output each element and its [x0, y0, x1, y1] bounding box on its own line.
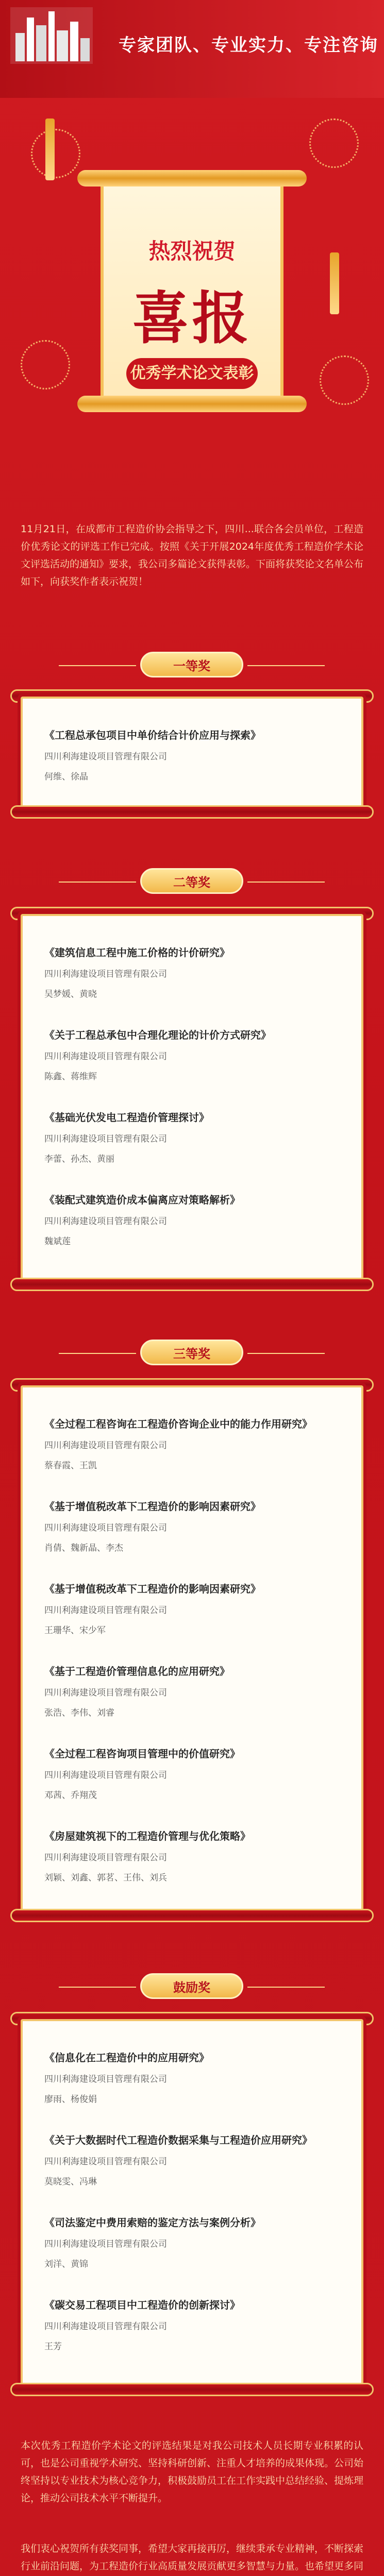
intro-paragraph: 11月21日，在成都市工程造价协会指导之下，四川...联合各会员单位，工程造价优秀论文的评选工作已完成。按照《关于开展2024年度优秀工程造价学术论文评选活动的通知》要求，我公司多篇论文获得表彰。下面将获奖论文名单公布如下，向获奖作者表示祝贺！: [21, 523, 364, 587]
list-item: [44, 1745, 343, 1801]
paper-title: 《基于增值税改革下工程造价的影响因素研究》: [44, 1583, 261, 1595]
paper-authors: 邓茜、乔翔茂: [44, 1790, 97, 1801]
city-skyline-icon: [10, 7, 93, 64]
banner-subtitle: 优秀学术论文表彰: [126, 358, 258, 389]
card-rod-bottom: [10, 1278, 374, 1291]
paper-company: 四川利海建设项目管理有限公司: [44, 2321, 167, 2332]
paper-authors: 何维、徐晶: [44, 772, 88, 782]
banner-headline: 喜报: [132, 285, 252, 351]
paper-company: 四川利海建设项目管理有限公司: [44, 1052, 167, 1062]
paper-title: 《司法鉴定中费用索赔的鉴定方法与案例分析》: [44, 2216, 261, 2229]
celebration-banner: [0, 98, 384, 469]
list-item: [44, 1581, 343, 1636]
list-item: [44, 1498, 343, 1553]
card-rod-bottom: [10, 1909, 374, 1922]
header-banner: [0, 0, 384, 98]
list-item: [44, 727, 343, 782]
paper-company: 四川利海建设项目管理有限公司: [44, 969, 167, 979]
paper-company: 四川利海建设项目管理有限公司: [44, 1216, 167, 1227]
firework-icon: [31, 129, 80, 178]
tassel-left: [45, 118, 55, 180]
paper-authors: 李蕾、孙杰、黄丽: [44, 1154, 114, 1164]
paper-title: 《建筑信息工程中施工价格的计价研究》: [44, 946, 230, 959]
scroll-rod-bottom: [77, 396, 307, 412]
paper-company: 四川利海建设项目管理有限公司: [44, 752, 167, 762]
firework-icon: [309, 118, 359, 168]
paper-company: 四川利海建设项目管理有限公司: [44, 1134, 167, 1144]
paper-company: 四川利海建设项目管理有限公司: [44, 1605, 167, 1616]
paper-authors: 莫晓雯、冯琳: [44, 2177, 97, 2187]
list-item: [44, 2049, 343, 2105]
paper-authors: 王珊华、宋少军: [44, 1625, 106, 1636]
paper-title: 《信息化在工程造价中的应用研究》: [44, 2052, 209, 2064]
list-item: [44, 1192, 343, 1247]
paper-company: 四川利海建设项目管理有限公司: [44, 2157, 167, 2167]
section-title-third-prize: 三等奖: [140, 1340, 243, 1365]
closing-paragraph-2: 我们衷心祝贺所有获奖同事，希望大家再接再厉，继续秉承专业精神，不断探索行业前沿问题，为工程造价行业高质量发展贡献更多智慧与力量。也希望更多同: [21, 2543, 364, 2572]
list-item: [44, 1109, 343, 1164]
header-slogan: 专家团队、专业实力、专注咨询: [119, 35, 378, 56]
paper-authors: 魏斌莲: [44, 1236, 71, 1247]
list-item: [44, 1828, 343, 1883]
paper-authors: 王芳: [44, 2342, 62, 2352]
paper-authors: 刘洋、黄锦: [44, 2259, 88, 2269]
award-card-encouragement: [21, 2019, 363, 2390]
section-title-first-prize: 一等奖: [140, 652, 243, 677]
firework-icon: [320, 355, 369, 405]
paper-authors: 吴梦媛、黄晓: [44, 989, 97, 999]
paper-title: 《基于增值税改革下工程造价的影响因素研究》: [44, 1500, 261, 1513]
paper-company: 四川利海建设项目管理有限公司: [44, 2239, 167, 2249]
paper-title: 《基础光伏发电工程造价管理探讨》: [44, 1111, 209, 1124]
paper-authors: 廖雨、杨俊娟: [44, 2094, 97, 2105]
paper-authors: 张浩、李伟、刘睿: [44, 1708, 114, 1718]
paper-company: 四川利海建设项目管理有限公司: [44, 2074, 167, 2084]
paper-authors: 刘颖、刘鑫、郭茗、王伟、刘兵: [44, 1873, 167, 1883]
paper-title: 《房屋建筑视下的工程造价管理与优化策略》: [44, 1830, 251, 1842]
paper-authors: 蔡春霞、王凯: [44, 1461, 97, 1471]
paper-company: 四川利海建设项目管理有限公司: [44, 1853, 167, 1863]
banner-greeting: 热烈祝贺: [148, 239, 236, 264]
paper-authors: 陈鑫、蒋维辉: [44, 1072, 97, 1082]
closing-paragraph-1: 本次优秀工程造价学术论文的评选结果是对我公司技术人员长期专业积累的认可，也是公司重视学术研究、坚持科研创新、注重人才培养的成果体现。公司始终坚持以专业技术为核心竞争力，积极鼓励员工在工作实践中总结经验、提炼理论，推动公司技术水平不断提升。: [21, 2440, 364, 2504]
section-title-encouragement-prize: 鼓励奖: [140, 1973, 243, 1999]
award-card-first: [21, 697, 363, 812]
scroll-rod-top: [77, 170, 307, 187]
paper-title: 《装配式建筑造价成本偏离应对策略解析》: [44, 1194, 240, 1206]
card-rod-bottom: [10, 2383, 374, 2396]
paper-title: 《关于大数据时代工程造价数据采集与工程造价应用研究》: [44, 2134, 312, 2146]
paper-title: 《全过程工程咨询在工程造价咨询企业中的能力作用研究》: [44, 1418, 312, 1430]
paper-title: 《全过程工程咨询项目管理中的价值研究》: [44, 1748, 240, 1760]
list-item: [44, 2297, 343, 2352]
paper-company: 四川利海建设项目管理有限公司: [44, 1770, 167, 1781]
section-title-second-prize: 二等奖: [140, 868, 243, 894]
paper-company: 四川利海建设项目管理有限公司: [44, 1523, 167, 1533]
list-item: [44, 2132, 343, 2187]
award-card-second: [21, 914, 363, 1285]
paper-title: 《碳交易工程项目中工程造价的创新探讨》: [44, 2299, 240, 2311]
paper-company: 四川利海建设项目管理有限公司: [44, 1440, 167, 1451]
list-item: [44, 1663, 343, 1718]
list-item: [44, 1416, 343, 1471]
list-item: [44, 2214, 343, 2269]
paper-authors: 肖倩、魏新晶、李杰: [44, 1543, 123, 1553]
award-card-third: [21, 1385, 363, 1916]
card-rod-bottom: [10, 805, 374, 819]
paper-company: 四川利海建设项目管理有限公司: [44, 1688, 167, 1698]
paper-title: 《基于工程造价管理信息化的应用研究》: [44, 1665, 230, 1677]
list-item: [44, 944, 343, 999]
list-item: [44, 1027, 343, 1082]
paper-title: 《关于工程总承包中合理化理论的计价方式研究》: [44, 1029, 271, 1041]
paper-title: 《工程总承包项目中单价结合计价应用与探索》: [44, 729, 261, 741]
